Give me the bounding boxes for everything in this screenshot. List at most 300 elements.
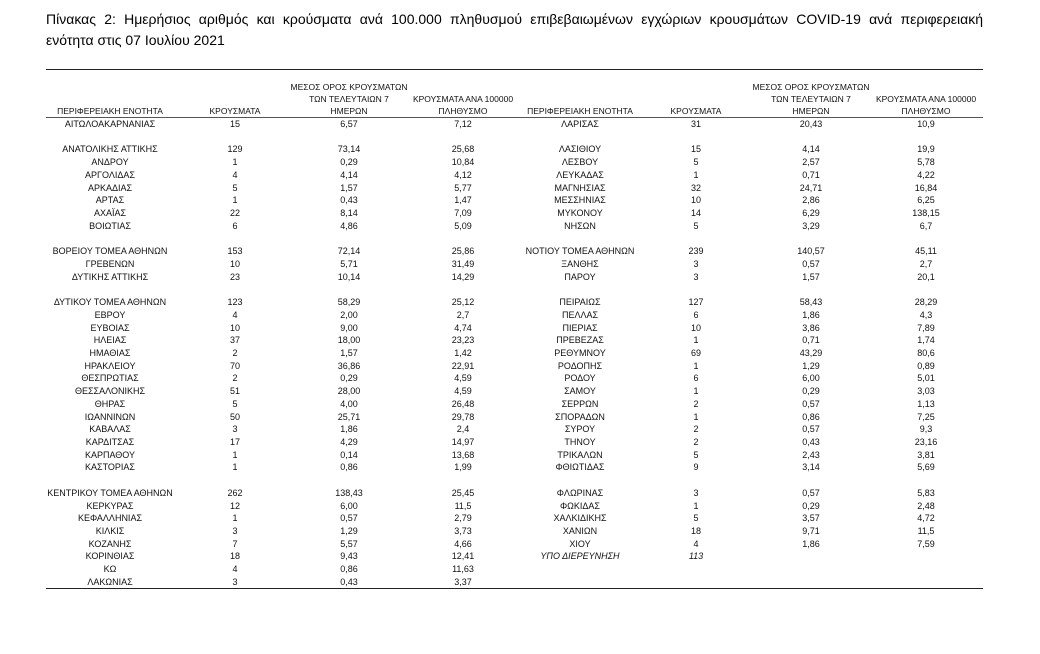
header-avg7-line: ΜΕΣΟΣ ΟΡΟΣ ΚΡΟΥΣΜΑΤΩΝ — [752, 82, 870, 92]
avg7-value: 73,14 — [337, 144, 361, 155]
cases-count: 3 — [693, 487, 699, 498]
region-name: ΕΒΡΟΥ — [94, 309, 126, 320]
avg7-value: 3,14 — [802, 462, 820, 473]
avg7-value: 0,29 — [802, 386, 820, 397]
per100k-value: 7,89 — [917, 322, 935, 333]
cases-count: 2 — [693, 398, 699, 409]
region-name: ΛΕΣΒΟΥ — [561, 157, 599, 168]
per100k-value: 5,77 — [454, 182, 472, 193]
avg7-value: 0,86 — [802, 411, 820, 422]
per100k-value: 25,45 — [451, 487, 475, 498]
avg7-value: 18,00 — [337, 335, 361, 346]
avg7-value: 28,00 — [337, 386, 361, 397]
cases-count: 50 — [229, 411, 240, 422]
table-row — [0, 194, 1040, 207]
per100k-value: 19,9 — [917, 144, 935, 155]
cases-count: 6 — [693, 309, 699, 320]
region-name: ΕΥΒΟΙΑΣ — [90, 322, 130, 333]
cases-count: 1 — [693, 411, 699, 422]
cases-count: 129 — [227, 144, 243, 155]
cases-count: 3 — [693, 258, 699, 269]
cases-count: 2 — [232, 347, 238, 358]
avg7-value: 36,86 — [337, 360, 361, 371]
avg7-value: 3,57 — [802, 513, 820, 524]
per100k-value: 10,9 — [917, 119, 935, 129]
region-name: ΑΡΓΟΛΙΔΑΣ — [85, 169, 135, 180]
avg7-value: 6,00 — [802, 373, 820, 384]
avg7-value: 4,86 — [340, 220, 358, 231]
per100k-value: 1,74 — [917, 335, 935, 346]
avg7-value: 4,29 — [340, 437, 358, 447]
per100k-value: 14,29 — [451, 271, 475, 282]
under-investigation-row — [0, 550, 1040, 563]
per100k-value: 7,59 — [917, 538, 935, 549]
per100k-value: 3,03 — [917, 386, 935, 397]
region-name: ΝΗΣΩΝ — [564, 220, 596, 231]
per100k-value: 25,12 — [451, 297, 475, 308]
region-name: ΚΑΣΤΟΡΙΑΣ — [85, 462, 135, 473]
table-row — [0, 512, 1040, 525]
avg7-value: 5,57 — [340, 538, 358, 549]
table-row — [0, 245, 1040, 258]
cases-count: 5 — [693, 513, 699, 524]
cases-count: 2 — [693, 437, 699, 447]
table-row — [0, 271, 1040, 284]
region-name: ΠΑΡΟΥ — [564, 271, 596, 282]
header-cases-label: ΚΡΟΥΣΜΑΤΑ — [670, 106, 722, 116]
per100k-value: 1,47 — [454, 195, 472, 206]
cases-count: 9 — [693, 462, 699, 473]
cases-count: 51 — [229, 386, 240, 397]
avg7-value: 1,86 — [802, 538, 820, 549]
header-cases-label: ΚΡΟΥΣΜΑΤΑ — [209, 106, 261, 116]
table-title-line-2: ενότητα στις 07 Ιουλίου 2021 — [46, 32, 225, 48]
per100k-value: 23,16 — [914, 437, 938, 447]
per100k-value: 7,09 — [454, 208, 472, 219]
per100k-value: 1,13 — [917, 398, 935, 409]
header-per100k-line: ΚΡΟΥΣΜΑΤΑ ΑΝΑ 100000 — [875, 94, 977, 104]
avg7-value: 1,57 — [802, 271, 820, 282]
per100k-value: 5,01 — [917, 373, 935, 384]
per100k-value: 13,68 — [451, 449, 475, 460]
per100k-value: 1,42 — [454, 347, 472, 358]
region-name: ΚΑΡΔΙΤΣΑΣ — [85, 437, 135, 447]
region-name: ΠΕΛΛΑΣ — [561, 309, 599, 320]
region-name: ΗΛΕΙΑΣ — [93, 335, 127, 346]
table-row — [0, 500, 1040, 513]
avg7-value: 20,43 — [799, 119, 823, 129]
per100k-value: 11,5 — [917, 526, 935, 537]
per100k-value: 9,3 — [919, 424, 933, 435]
cases-count: 23 — [229, 271, 240, 282]
cases-count: 127 — [688, 297, 704, 308]
table-row — [0, 118, 1040, 131]
region-name: ΜΕΣΣΗΝΙΑΣ — [554, 195, 606, 206]
cases-count: 31 — [690, 119, 701, 129]
per100k-value: 138,15 — [912, 208, 940, 219]
region-name: ΚΟΡΙΝΘΙΑΣ — [85, 551, 135, 562]
cases-count: 15 — [690, 144, 701, 155]
table-row — [0, 372, 1040, 385]
region-name: ΤΡΙΚΑΛΩΝ — [557, 449, 603, 460]
header-per100k-line: ΚΡΟΥΣΜΑΤΑ ΑΝΑ 100000 — [412, 94, 514, 104]
avg7-value: 24,71 — [799, 182, 823, 193]
region-name: ΦΘΙΩΤΙΔΑΣ — [555, 462, 605, 473]
avg7-value: 0,57 — [802, 398, 820, 409]
table-row — [0, 322, 1040, 335]
per100k-value: 0,89 — [917, 360, 935, 371]
per100k-value: 25,86 — [451, 246, 475, 257]
avg7-value: 0,57 — [802, 258, 820, 269]
per100k-value: 5,69 — [917, 462, 935, 473]
region-name: ΠΡΕΒΕΖΑΣ — [556, 335, 604, 346]
per100k-value: 3,81 — [917, 449, 935, 460]
avg7-value: 0,71 — [802, 335, 820, 346]
per100k-value: 2,48 — [917, 500, 935, 511]
cases-count: 10 — [690, 322, 701, 333]
per100k-value: 10,84 — [451, 157, 475, 168]
avg7-value: 0,86 — [340, 462, 358, 473]
per100k-value: 7,12 — [454, 119, 472, 129]
table-row — [0, 258, 1040, 271]
avg7-value: 72,14 — [337, 246, 361, 257]
per100k-value: 6,25 — [917, 195, 935, 206]
avg7-value: 4,14 — [340, 169, 358, 180]
cases-count: 153 — [227, 246, 243, 257]
cases-count: 113 — [688, 551, 704, 562]
region-name: ΚΕΡΚΥΡΑΣ — [86, 500, 134, 511]
avg7-value: 0,86 — [340, 564, 358, 575]
table-row — [0, 296, 1040, 309]
avg7-value: 1,86 — [802, 309, 820, 320]
cases-count: 3 — [232, 526, 238, 537]
avg7-value: 58,29 — [337, 297, 361, 308]
region-name: ΗΡΑΚΛΕΙΟΥ — [84, 360, 136, 371]
avg7-value: 0,57 — [340, 513, 358, 524]
per100k-value: 4,3 — [919, 309, 933, 320]
region-name: ΡΕΘΥΜΝΟΥ — [554, 347, 606, 358]
avg7-value: 58,43 — [799, 297, 823, 308]
region-name: ΛΑΡΙΣΑΣ — [561, 119, 599, 129]
avg7-value: 2,86 — [802, 195, 820, 206]
cases-count: 1 — [693, 360, 699, 371]
table-row — [0, 360, 1040, 373]
cases-count: 1 — [693, 500, 699, 511]
table-row — [0, 334, 1040, 347]
region-name: ΛΑΣΙΘΙΟΥ — [558, 144, 602, 155]
avg7-value: 0,29 — [340, 373, 358, 384]
avg7-value: 0,43 — [802, 437, 820, 447]
per100k-value: 6,7 — [919, 220, 933, 231]
region-name: ΑΡΤΑΣ — [95, 195, 125, 206]
region-name: ΑΡΚΑΔΙΑΣ — [87, 182, 133, 193]
region-name: ΣΕΡΡΩΝ — [561, 398, 599, 409]
per100k-value: 26,48 — [451, 398, 475, 409]
table-row — [0, 449, 1040, 462]
cases-count: 5 — [232, 398, 238, 409]
cases-count: 7 — [232, 538, 238, 549]
region-name: ΑΙΤΩΛΟΑΚΑΡΝΑΝΙΑΣ — [64, 119, 156, 129]
region-name: ΘΕΣΠΡΩΤΙΑΣ — [81, 373, 139, 384]
region-name: ΣΥΡΟΥ — [564, 424, 596, 435]
per100k-value: 2,7 — [456, 309, 470, 320]
table-row — [0, 538, 1040, 551]
header-avg7-line: ΤΩΝ ΤΕΛΕΥΤΑΙΩΝ 7 — [771, 94, 851, 104]
per100k-value: 31,49 — [451, 258, 475, 269]
per100k-value: 2,79 — [454, 513, 472, 524]
region-name: ΞΑΝΘΗΣ — [561, 258, 599, 269]
region-name: ΒΟΙΩΤΙΑΣ — [89, 220, 131, 231]
cases-count: 10 — [690, 195, 701, 206]
cases-count: 70 — [229, 360, 240, 371]
per100k-value: 3,73 — [454, 526, 472, 537]
cases-count: 22 — [229, 208, 240, 219]
per100k-value: 1,99 — [454, 462, 472, 473]
avg7-value: 2,00 — [340, 309, 358, 320]
cases-count: 6 — [232, 220, 238, 231]
cases-count: 1 — [232, 462, 238, 473]
region-name: ΛΕΥΚΑΔΑΣ — [556, 169, 604, 180]
cases-count: 14 — [690, 208, 701, 219]
region-name: ΔΥΤΙΚΗΣ ΑΤΤΙΚΗΣ — [71, 271, 149, 282]
cases-count: 2 — [232, 373, 238, 384]
cases-count: 3 — [232, 576, 238, 587]
region-name: ΚΟΖΑΝΗΣ — [88, 538, 132, 549]
per100k-value: 14,97 — [451, 437, 475, 447]
region-name: ΜΑΓΝΗΣΙΑΣ — [554, 182, 606, 193]
avg7-value: 138,43 — [335, 487, 363, 498]
cases-count: 262 — [227, 487, 243, 498]
per100k-value: 2,4 — [456, 424, 470, 435]
avg7-value: 5,71 — [340, 258, 358, 269]
per100k-value: 20,1 — [917, 271, 935, 282]
cases-count: 4 — [232, 169, 238, 180]
region-name: ΣΠΟΡΑΔΩΝ — [555, 411, 605, 422]
per100k-value: 12,41 — [451, 551, 475, 562]
per100k-value: 45,11 — [915, 246, 937, 257]
cases-count: 1 — [232, 195, 238, 206]
avg7-value: 6,00 — [340, 500, 358, 511]
table-row — [0, 156, 1040, 169]
avg7-value: 3,86 — [802, 322, 820, 333]
avg7-value: 0,43 — [340, 576, 358, 587]
per100k-value: 28,29 — [914, 297, 938, 308]
table-title-line-1: Πίνακας 2: Ημερήσιος αριθμός και κρούσματα ανά 100.000 πληθυσμού επιβεβαιωμένων εγχώριων κρουσμάτων COVID-19 ανά περιφερειακή — [46, 11, 983, 27]
region-name: ΡΟΔΟΥ — [564, 373, 596, 384]
region-name: ΓΡΕΒΕΝΩΝ — [85, 258, 135, 269]
cases-count: 6 — [693, 373, 699, 384]
per100k-value: 11,63 — [452, 564, 474, 575]
table-row — [0, 525, 1040, 538]
cases-count: 1 — [232, 513, 238, 524]
avg7-value: 0,71 — [802, 169, 820, 180]
table-row — [0, 411, 1040, 424]
cases-count: 4 — [693, 538, 699, 549]
avg7-value: 10,14 — [337, 271, 361, 282]
header-per100k-line: ΠΛΗΘΥΣΜΟ — [438, 106, 488, 116]
per100k-value: 22,91 — [451, 360, 475, 371]
region-name: ΣΑΜΟΥ — [564, 386, 596, 397]
avg7-value: 0,29 — [802, 500, 820, 511]
avg7-value: 4,00 — [340, 398, 358, 409]
region-name: ΑΝΔΡΟΥ — [91, 157, 129, 168]
per100k-value: 5,78 — [917, 157, 935, 168]
region-name: ΥΠΟ ΔΙΕΡΕΥΝΗΣΗ — [540, 551, 620, 562]
region-name: ΚΙΛΚΙΣ — [95, 526, 125, 537]
avg7-value: 1,86 — [340, 424, 358, 435]
table-row — [0, 143, 1040, 156]
per100k-value: 11,5 — [454, 500, 472, 511]
cases-count: 15 — [229, 119, 240, 129]
avg7-value: 1,57 — [340, 347, 358, 358]
region-name: ΛΑΚΩΝΙΑΣ — [87, 576, 133, 587]
cases-count: 5 — [693, 449, 699, 460]
header-avg7-line: ΤΩΝ ΤΕΛΕΥΤΑΙΩΝ 7 — [309, 94, 389, 104]
per100k-value: 5,09 — [454, 220, 472, 231]
region-name: ΘΕΣΣΑΛΟΝΙΚΗΣ — [74, 386, 146, 397]
per100k-value: 2,7 — [919, 258, 933, 269]
table-row — [0, 309, 1040, 322]
avg7-value: 1,57 — [340, 182, 358, 193]
per100k-value: 4,12 — [454, 169, 472, 180]
avg7-value: 25,71 — [337, 411, 361, 422]
avg7-value: 0,57 — [802, 424, 820, 435]
per100k-value: 29,78 — [451, 411, 475, 422]
avg7-value: 4,14 — [802, 144, 820, 155]
region-name: ΧΑΛΚΙΔΙΚΗΣ — [553, 513, 607, 524]
table-row — [0, 207, 1040, 220]
table-row — [0, 487, 1040, 500]
cases-count: 1 — [232, 157, 238, 168]
avg7-value: 9,43 — [340, 551, 358, 562]
cases-count: 3 — [232, 424, 238, 435]
per100k-value: 80,6 — [917, 347, 935, 358]
region-name: ΗΜΑΘΙΑΣ — [89, 347, 131, 358]
region-name: ΚΑΒΑΛΑΣ — [89, 424, 131, 435]
cases-count: 69 — [690, 347, 701, 358]
per100k-value: 23,23 — [451, 335, 475, 346]
avg7-value: 6,57 — [340, 119, 358, 129]
table-row — [0, 385, 1040, 398]
region-name: ΤΗΝΟΥ — [564, 437, 596, 447]
avg7-value: 0,29 — [340, 157, 358, 168]
table-row — [0, 182, 1040, 195]
region-name: ΑΧΑΪΑΣ — [93, 208, 127, 219]
region-name: ΚΕΝΤΡΙΚΟΥ ΤΟΜΕΑ ΑΘΗΝΩΝ — [47, 487, 173, 498]
avg7-value: 0,14 — [340, 449, 358, 460]
per100k-value: 4,74 — [454, 322, 472, 333]
region-name: ΡΟΔΟΠΗΣ — [557, 360, 603, 371]
table-row — [0, 169, 1040, 182]
per100k-value: 7,25 — [917, 411, 935, 422]
region-name: ΚΩ — [103, 564, 117, 575]
cases-count: 10 — [229, 322, 240, 333]
avg7-value: 43,29 — [799, 347, 823, 358]
avg7-value: 2,57 — [802, 157, 820, 168]
cases-count: 12 — [229, 500, 240, 511]
cases-count: 18 — [229, 551, 240, 562]
header-region-label: ΠΕΡΙΦΕΡΕΙΑΚΗ ΕΝΟΤΗΤΑ — [527, 106, 633, 116]
per100k-value: 4,59 — [454, 386, 472, 397]
per100k-value: 4,59 — [454, 373, 472, 384]
avg7-value: 1,29 — [340, 526, 358, 537]
per100k-value: 4,22 — [917, 169, 935, 180]
cases-count: 32 — [690, 182, 701, 193]
table-row — [0, 436, 1040, 449]
region-name: ΘΗΡΑΣ — [94, 398, 126, 409]
avg7-value: 6,29 — [802, 208, 820, 219]
region-name: ΧΙΟΥ — [569, 538, 591, 549]
cases-count: 17 — [229, 437, 240, 447]
header-avg7-line: ΜΕΣΟΣ ΟΡΟΣ ΚΡΟΥΣΜΑΤΩΝ — [290, 82, 408, 92]
per100k-value: 3,37 — [454, 576, 472, 587]
cases-count: 1 — [693, 335, 699, 346]
region-name: ΒΟΡΕΙΟΥ ΤΟΜΕΑ ΑΘΗΝΩΝ — [52, 246, 168, 257]
header-avg7-line: ΗΜΕΡΩΝ — [330, 106, 368, 116]
cases-count: 123 — [227, 297, 243, 308]
header-per100k-line: ΠΛΗΘΥΣΜΟ — [901, 106, 951, 116]
table-row — [0, 423, 1040, 436]
per100k-value: 5,83 — [917, 487, 935, 498]
cases-count: 4 — [232, 309, 238, 320]
avg7-value: 8,14 — [340, 208, 358, 219]
cases-count: 2 — [693, 424, 699, 435]
bottom-rule — [46, 588, 983, 589]
header-region-label: ΠΕΡΙΦΕΡΕΙΑΚΗ ΕΝΟΤΗΤΑ — [57, 106, 163, 116]
region-name: ΙΩΑΝΝΙΝΩΝ — [84, 411, 136, 422]
table-row — [0, 461, 1040, 474]
table-row — [0, 347, 1040, 360]
per100k-value: 4,66 — [454, 538, 472, 549]
per100k-value: 25,68 — [451, 144, 475, 155]
avg7-value: 140,57 — [797, 246, 825, 257]
cases-count: 10 — [229, 258, 240, 269]
cases-count: 1 — [693, 386, 699, 397]
cases-count: 5 — [232, 182, 238, 193]
cases-count: 4 — [232, 564, 238, 575]
region-name: ΦΛΩΡΙΝΑΣ — [556, 487, 604, 498]
per100k-value: 4,72 — [917, 513, 935, 524]
per100k-value: 16,84 — [914, 182, 938, 193]
avg7-value: 1,29 — [802, 360, 820, 371]
region-name: ΦΩΚΙΔΑΣ — [560, 500, 600, 511]
cases-count: 5 — [693, 220, 699, 231]
avg7-value: 2,43 — [802, 449, 820, 460]
table-row — [0, 398, 1040, 411]
region-name: ΠΙΕΡΙΑΣ — [562, 322, 598, 333]
avg7-value: 0,57 — [802, 487, 820, 498]
region-name: ΝΟΤΙΟΥ ΤΟΜΕΑ ΑΘΗΝΩΝ — [525, 246, 635, 257]
region-name: ΑΝΑΤΟΛΙΚΗΣ ΑΤΤΙΚΗΣ — [62, 144, 158, 155]
avg7-value: 0,43 — [340, 195, 358, 206]
cases-count: 5 — [693, 157, 699, 168]
cases-count: 1 — [232, 449, 238, 460]
cases-count: 239 — [688, 246, 704, 257]
cases-count: 3 — [693, 271, 699, 282]
region-name: ΚΕΦΑΛΛΗΝΙΑΣ — [77, 513, 143, 524]
avg7-value: 3,29 — [802, 220, 820, 231]
region-name: ΚΑΡΠΑΘΟΥ — [84, 449, 136, 460]
region-name: ΠΕΙΡΑΙΩΣ — [559, 297, 601, 308]
cases-count: 18 — [690, 526, 701, 537]
avg7-value: 9,71 — [802, 526, 820, 537]
region-name: ΧΑΝΙΩΝ — [562, 526, 598, 537]
cases-count: 1 — [693, 169, 699, 180]
header-avg7-line: ΗΜΕΡΩΝ — [792, 106, 830, 116]
region-name: ΔΥΤΙΚΟΥ ΤΟΜΕΑ ΑΘΗΝΩΝ — [53, 297, 167, 308]
region-name: ΜΥΚΟΝΟΥ — [557, 208, 603, 219]
table-row — [0, 220, 1040, 233]
